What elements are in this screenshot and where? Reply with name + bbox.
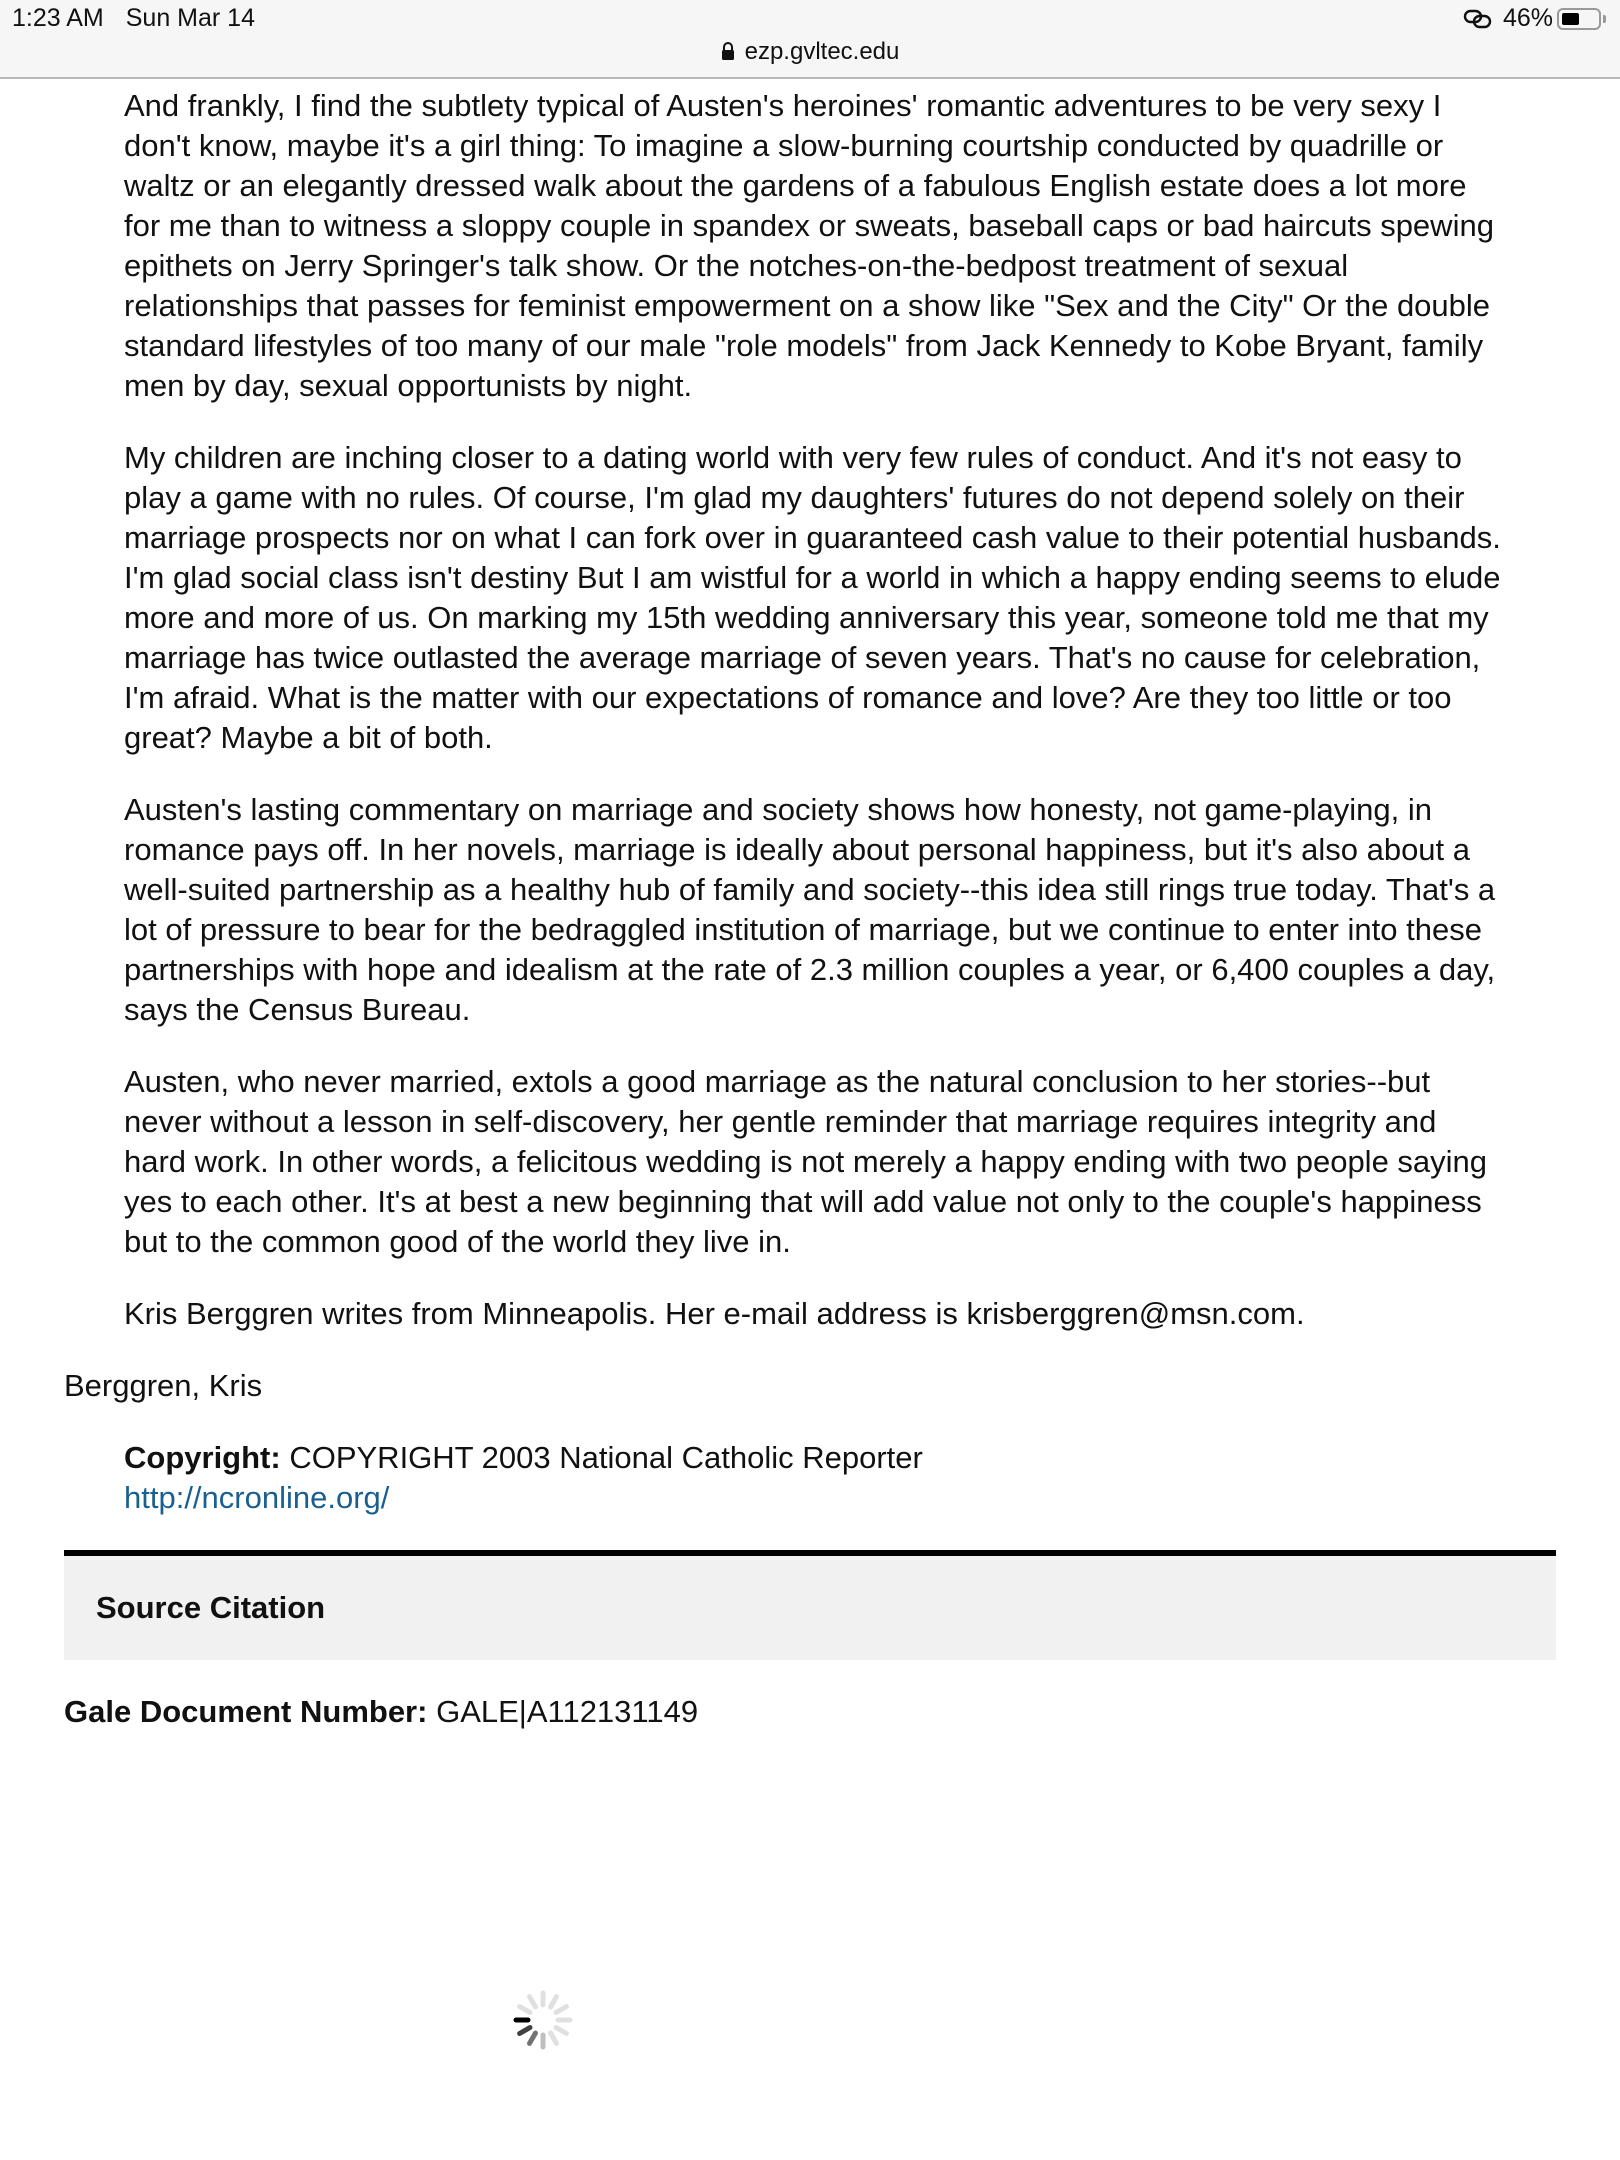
battery-tip: [1603, 15, 1606, 23]
url-domain: ezp.gvltec.edu: [744, 38, 900, 65]
article-paragraph: My children are inching closer to a dating world with very few rules of conduct. And it's not easy to play a game with no rules. Of course, I'm glad my daughters' futures do not depend solely on their marriage prospects nor on what I can fork over in guaranteed cash value to their potential husbands. I'm glad social class isn't destiny But I am wistful for a world in which a happy ending seems to elude more and more of us. On marking my 15th wedding anniversary this year, someone told me that my marriage has twice outlasted the average marriage of seven years. That's no cause for celebration, I'm afraid. What is the matter with our expectations of romance and love? Are they too little or too great? Maybe a bit of both.: [124, 440, 1501, 755]
address-bar[interactable]: [0, 38, 1620, 66]
article-paragraph: Austen's lasting commentary on marriage and society shows how honesty, not game-playing, in romance pays off. In her novels, marriage is ideally about personal happiness, but it's also about a well-suited partnership as a healthy hub of family and society--this idea still rings true today. That's a lot of pressure to bear for the bedraggled institution of marriage, but we continue to enter into these partnerships with hope and idealism at the rate of 2.3 million couples a year, or 6,400 couples a day, says the Census Bureau.: [124, 792, 1496, 1027]
copyright-label: Copyright:: [124, 1440, 281, 1475]
copyright-text: COPYRIGHT 2003 National Catholic Reporter: [289, 1440, 923, 1475]
browser-chrome: [0, 0, 1620, 79]
battery-percent: 46%: [1502, 4, 1553, 32]
doc-number-label: Gale Document Number:: [64, 1694, 428, 1729]
source-citation-title: Source Citation: [96, 1590, 326, 1625]
status-time: 1:23 AM: [12, 4, 104, 32]
gale-document-number: [64, 1692, 698, 1732]
article-paragraph: And frankly, I find the subtlety typical of Austen's heroines' romantic adventures to be very sexy I don't know, maybe it's a girl thing: To imagine a slow-burning courtship conducted by quadrille or waltz or an elegantly dressed walk about the gardens of a fabulous English estate does a lot more for me than to witness a sloppy couple in spandex or sweats, baseball caps or bad haircuts spewing epithets on Jerry Springer's talk show. Or the notches-on-the-bedpost treatment of sexual relationships that passes for feminist empowerment on a show like "Sex and the City" Or the double standard lifestyles of too many of our male "role models" from Jack Kennedy to Kobe Bryant, family men by day, sexual opportunists by night.: [124, 88, 1494, 403]
loading-spinner-icon: [508, 1985, 578, 2055]
author-note: Kris Berggren writes from Minneapolis. Her e-mail address is krisberggren@msn.com.: [124, 1296, 1305, 1331]
status-bar-datetime: [12, 4, 277, 33]
link-icon: [1463, 8, 1493, 30]
doc-number-value: GALE|A112131149: [436, 1694, 699, 1729]
lock-icon: [721, 41, 735, 61]
battery-icon: [1557, 8, 1601, 30]
article-paragraph: Austen, who never married, extols a good marriage as the natural conclusion to her stories--but never without a lesson in self-discovery, her gentle reminder that marriage requires integrity and hard work. In other words, a felicitous wedding is not merely a happy ending with two people saying yes to each other. It's at best a new beginning that will add value not only to the couple's happiness but to the common good of the world they live in.: [124, 1064, 1488, 1259]
byline: Berggren, Kris: [64, 1368, 263, 1403]
status-bar-right: [1463, 4, 1606, 33]
status-date: Sun Mar 14: [125, 4, 255, 32]
source-citation-header[interactable]: [64, 1556, 1556, 1660]
copyright-block: [124, 1438, 923, 1518]
publisher-link[interactable]: http://ncronline.org/: [124, 1480, 390, 1515]
